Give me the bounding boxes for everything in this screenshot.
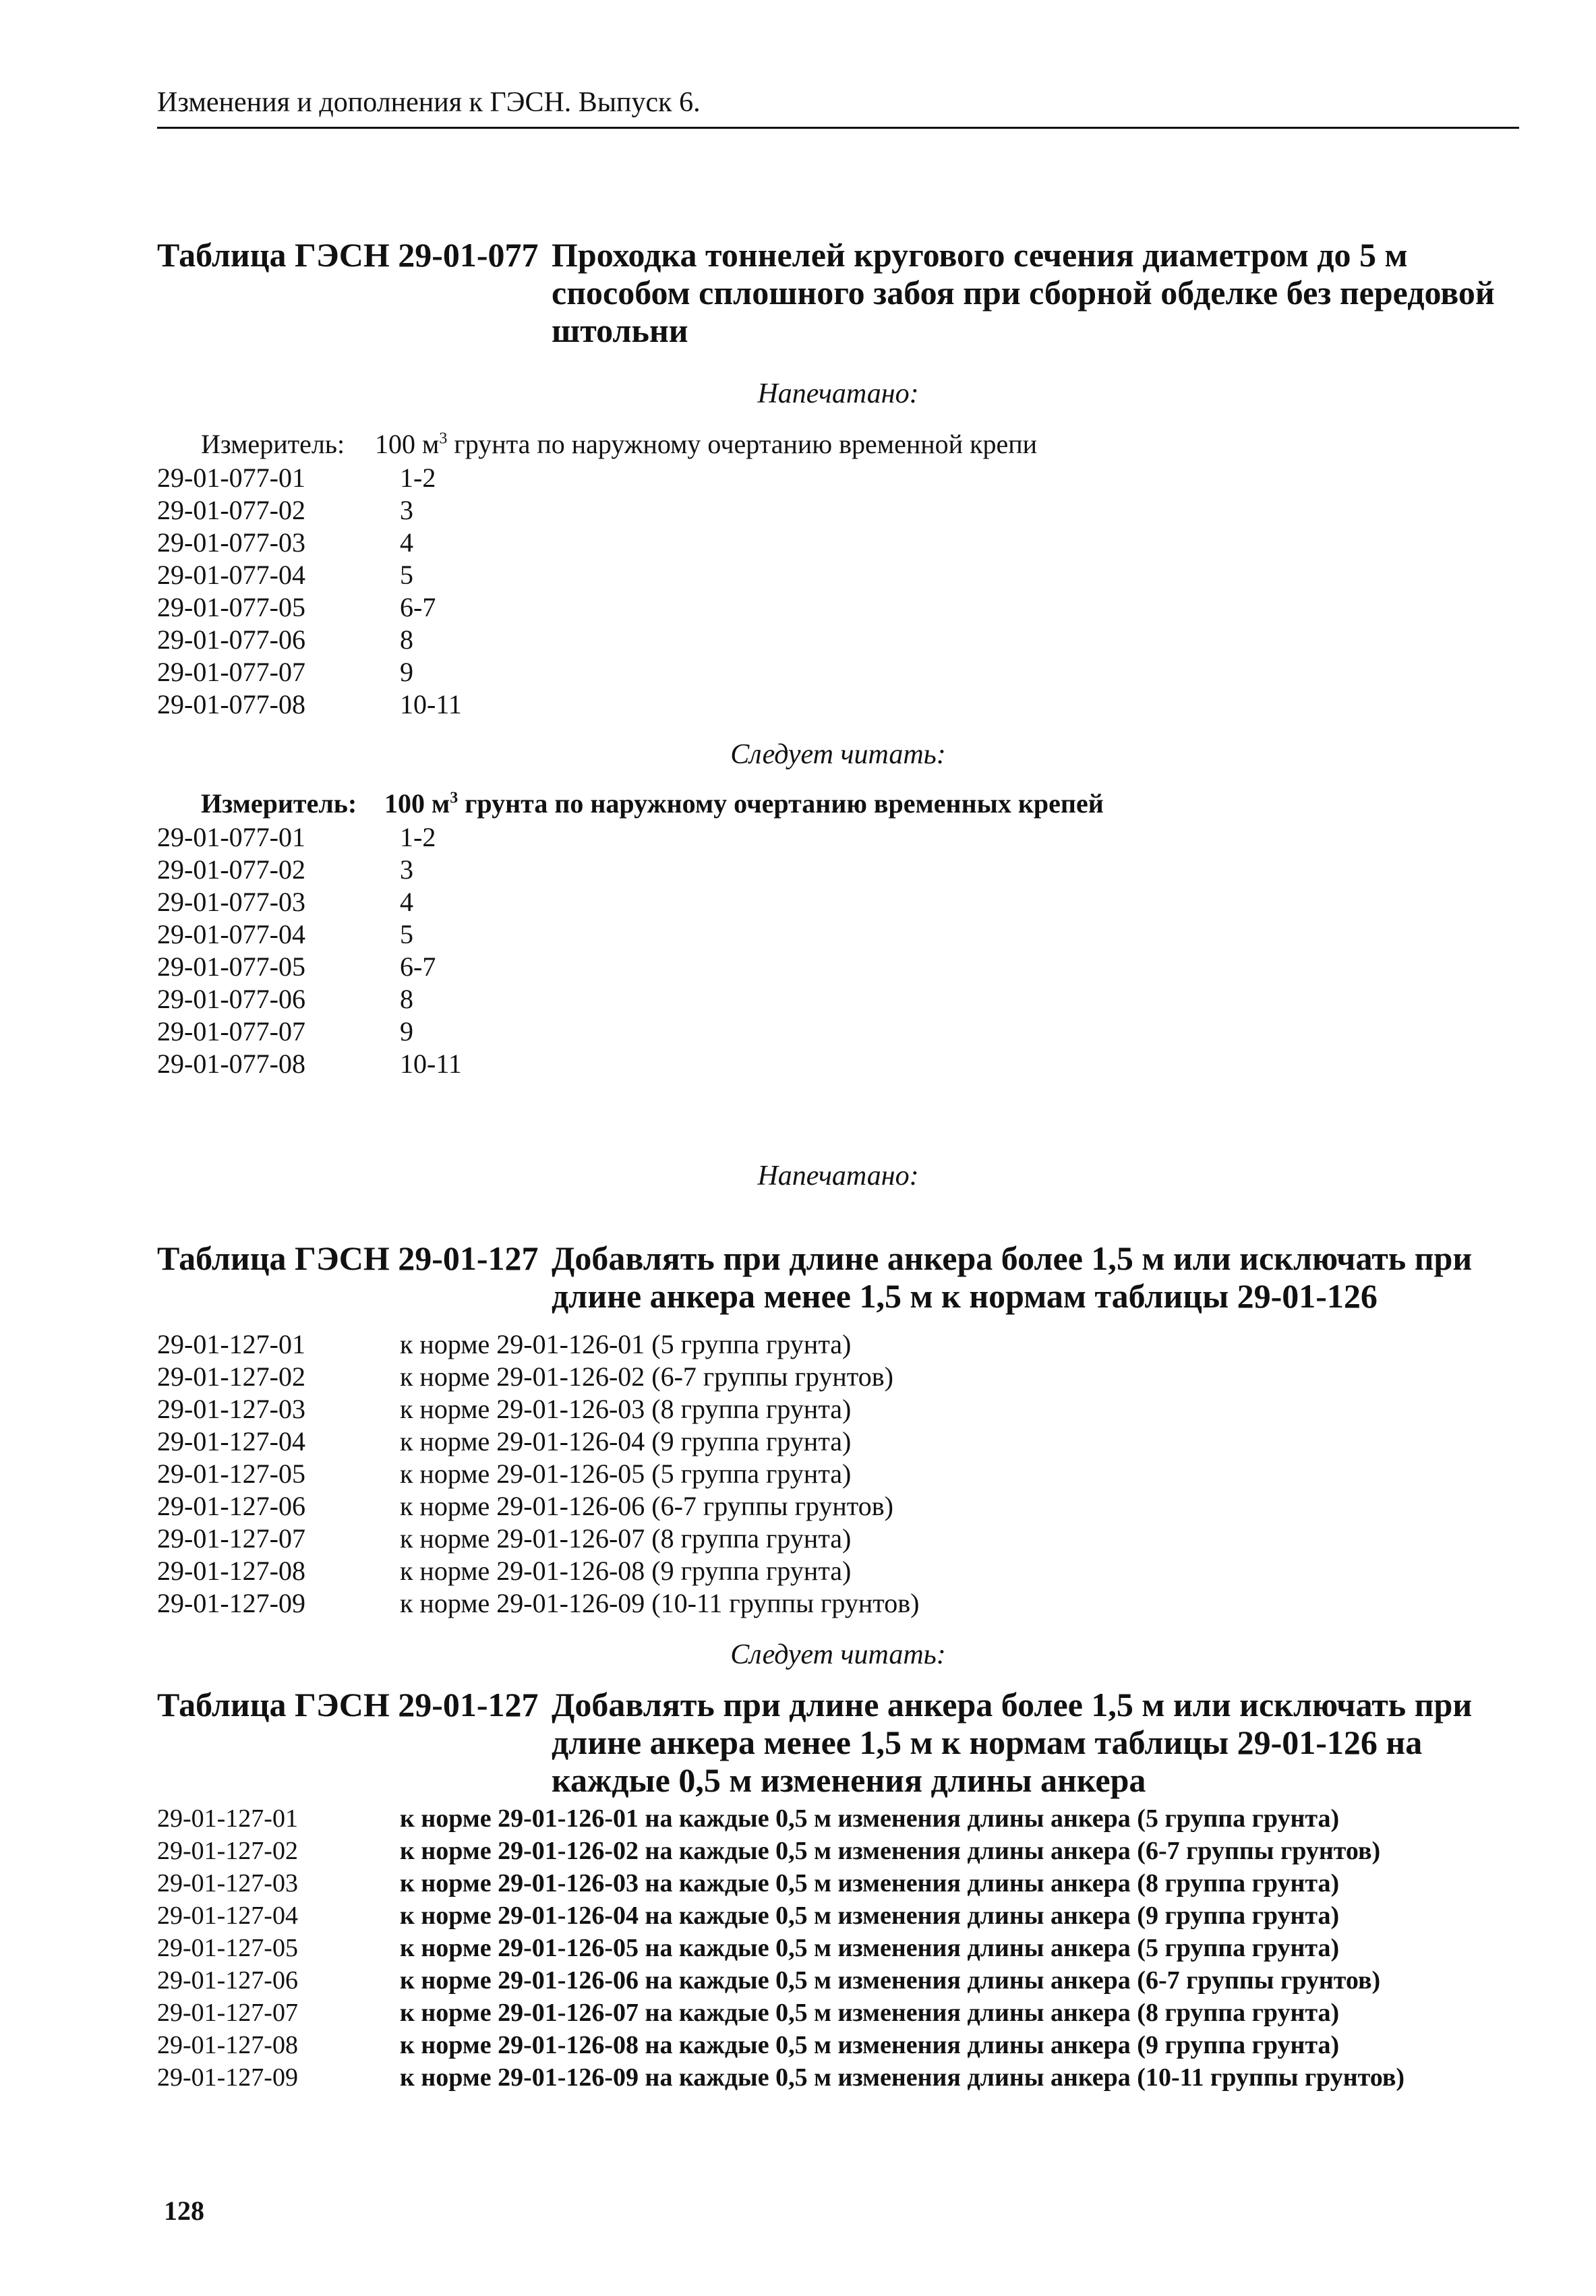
table-row [157,1804,1539,1836]
row-code: 29-01-127-07 [157,1523,305,1554]
table-row [157,1998,1539,2030]
table-row [157,591,1539,624]
row-value: к норме 29-01-126-04 на каждые 0,5 м изменения длины анкера (9 группа грунта) [400,1902,1340,1930]
rows-127-printed [157,1328,1539,1620]
rows-127-corrected [157,1804,1539,2095]
row-code: 29-01-077-04 [157,560,305,590]
table-title-127-printed [157,1239,1519,1320]
row-value: 1-2 [400,463,436,493]
row-value: к норме 29-01-126-09 на каждые 0,5 м изменения длины анкера (10-11 группы грунтов) [400,2063,1405,2092]
table-row [157,1361,1539,1393]
row-code: 29-01-127-07 [157,1999,298,2027]
row-value: к норме 29-01-126-07 на каждые 0,5 м изменения длины анкера (8 группа грунта) [400,1999,1340,2027]
table-row [157,624,1539,656]
row-code: 29-01-127-08 [157,2031,298,2059]
row-code: 29-01-127-06 [157,1491,305,1521]
row-value: 10-11 [400,689,462,719]
table-title-127-corrected [157,1686,1519,1800]
row-value: к норме 29-01-126-06 (6-7 группы грунтов) [400,1491,893,1521]
row-value: 3 [400,495,413,525]
row-value: 1-2 [400,822,436,852]
row-code: 29-01-127-09 [157,2063,298,2092]
table-row [157,1425,1539,1458]
row-code: 29-01-127-02 [157,1361,305,1392]
table-row [157,1015,1539,1048]
measure-value: 100 $м^3$ грунта по наружному очертанию временной крепи [375,429,1038,459]
row-code: 29-01-127-04 [157,1902,298,1930]
row-code: 29-01-127-06 [157,1966,298,1995]
row-code: 29-01-127-08 [157,1556,305,1586]
table-row [157,1458,1539,1490]
table-row [157,1393,1539,1425]
measure-label: Измеритель: [201,788,357,819]
row-code: 29-01-077-06 [157,624,305,655]
row-code: 29-01-077-08 [157,1049,305,1079]
rows-077-corrected [157,821,1539,1080]
row-value: к норме 29-01-126-09 (10-11 группы грунтов) [400,1588,920,1618]
table-row [157,1966,1539,1998]
table-title-text: Добавлять при длине анкера более 1,5 м или исключать при длине анкера менее 1,5 м к нормам таблицы 29-01-126 на каждые 0,5 м изменения длины анкера [552,1686,1473,1799]
row-value: 9 [400,1016,413,1047]
table-title-077 [157,236,1519,357]
table-row [157,983,1539,1015]
table-row [157,1328,1539,1361]
table-row [157,918,1539,951]
table-row [157,1490,1539,1523]
row-code: 29-01-077-03 [157,887,305,917]
running-header: Изменения и дополнения к ГЭСН. Выпуск 6. [157,86,1519,129]
row-value: к норме 29-01-126-02 на каждые 0,5 м изменения длины анкера (6-7 группы грунтов) [400,1837,1381,1865]
row-code: 29-01-127-03 [157,1394,305,1424]
table-title-label: Таблица ГЭСН 29-01-127 [157,1686,539,1724]
table-row [157,821,1539,854]
row-code: 29-01-127-05 [157,1459,305,1489]
row-code: 29-01-077-02 [157,495,305,525]
row-code: 29-01-077-05 [157,592,305,622]
row-code: 29-01-077-06 [157,984,305,1014]
table-row [157,462,1539,494]
table-row [157,1868,1539,1901]
table-title-label: Таблица ГЭСН 29-01-127 [157,1239,539,1277]
row-code: 29-01-127-05 [157,1934,298,1962]
row-code: 29-01-127-02 [157,1837,298,1865]
row-value: к норме 29-01-126-05 (5 группа грунта) [400,1459,852,1489]
row-value: 6-7 [400,951,436,982]
table-title-label: Таблица ГЭСН 29-01-077 [157,236,539,274]
table-row [157,1523,1539,1555]
table-row [157,1048,1539,1080]
table-row [157,951,1539,983]
row-value: к норме 29-01-126-01 на каждые 0,5 м изменения длины анкера (5 группа грунта) [400,1804,1340,1833]
row-code: 29-01-077-03 [157,527,305,558]
row-code: 29-01-077-08 [157,689,305,719]
row-value: к норме 29-01-126-07 (8 группа грунта) [400,1523,852,1554]
table-row [157,1933,1539,1966]
row-value: 8 [400,624,413,655]
table-row [157,854,1539,886]
row-code: 29-01-077-04 [157,919,305,949]
table-row [157,656,1539,688]
row-value: 4 [400,887,413,917]
table-row [157,2063,1539,2095]
row-code: 29-01-077-07 [157,1016,305,1047]
row-code: 29-01-127-04 [157,1426,305,1456]
row-code: 29-01-127-03 [157,1869,298,1897]
row-value: к норме 29-01-126-01 (5 группа грунта) [400,1329,852,1359]
row-value: к норме 29-01-126-02 (6-7 группы грунтов) [400,1361,893,1392]
row-value: 9 [400,657,413,687]
row-code: 29-01-077-05 [157,951,305,982]
table-row [157,527,1539,559]
row-value: к норме 29-01-126-08 (9 группа грунта) [400,1556,852,1586]
row-code: 29-01-127-01 [157,1329,305,1359]
row-value: 5 [400,560,413,590]
measure-label: Измеритель: [201,429,345,459]
row-value: к норме 29-01-126-03 (8 группа грунта) [400,1394,852,1424]
row-value: к норме 29-01-126-08 на каждые 0,5 м изменения длины анкера (9 группа грунта) [400,2031,1340,2059]
table-row [157,559,1539,591]
table-row [157,1587,1539,1620]
table-row [157,494,1539,527]
table-row [157,2030,1539,2063]
table-title-text: Проходка тоннелей кругового сечения диаметром до 5 м способом сплошного забоя при сборной обделке без передовой штольни [552,236,1495,349]
page-number: 128 [164,2196,204,2226]
table-row [157,1555,1539,1587]
row-code: 29-01-077-01 [157,463,305,493]
row-value: 5 [400,919,413,949]
should-read-note: Следует читать: [730,739,946,770]
rows-077-printed [157,462,1539,721]
row-value: к норме 29-01-126-05 на каждые 0,5 м изменения длины анкера (5 группа грунта) [400,1934,1340,1962]
row-code: 29-01-077-02 [157,854,305,885]
table-row [157,688,1539,721]
should-read-note: Следует читать: [730,1639,946,1670]
row-value: к норме 29-01-126-06 на каждые 0,5 м изменения длины анкера (6-7 группы грунтов) [400,1966,1381,1995]
row-value: 4 [400,527,413,558]
row-value: 3 [400,854,413,885]
table-title-text: Добавлять при длине анкера более 1,5 м или исключать при длине анкера менее 1,5 м к нормам таблицы 29-01-126 [552,1239,1473,1315]
row-code: 29-01-127-01 [157,1804,298,1833]
row-code: 29-01-077-01 [157,822,305,852]
table-row [157,1901,1539,1933]
table-row [157,1836,1539,1868]
row-value: 8 [400,984,413,1014]
row-value: к норме 29-01-126-04 (9 группа грунта) [400,1426,852,1456]
printed-note: Напечатано: [757,1160,919,1191]
row-value: 10-11 [400,1049,462,1079]
table-row [157,886,1539,918]
row-code: 29-01-077-07 [157,657,305,687]
row-value: к норме 29-01-126-03 на каждые 0,5 м изменения длины анкера (8 группа грунта) [400,1869,1340,1897]
row-value: 6-7 [400,592,436,622]
row-code: 29-01-127-09 [157,1588,305,1618]
measure-value: 100 $м^3$ грунта по наружному очертанию временных крепей [384,788,1104,819]
printed-note: Напечатано: [757,378,919,409]
